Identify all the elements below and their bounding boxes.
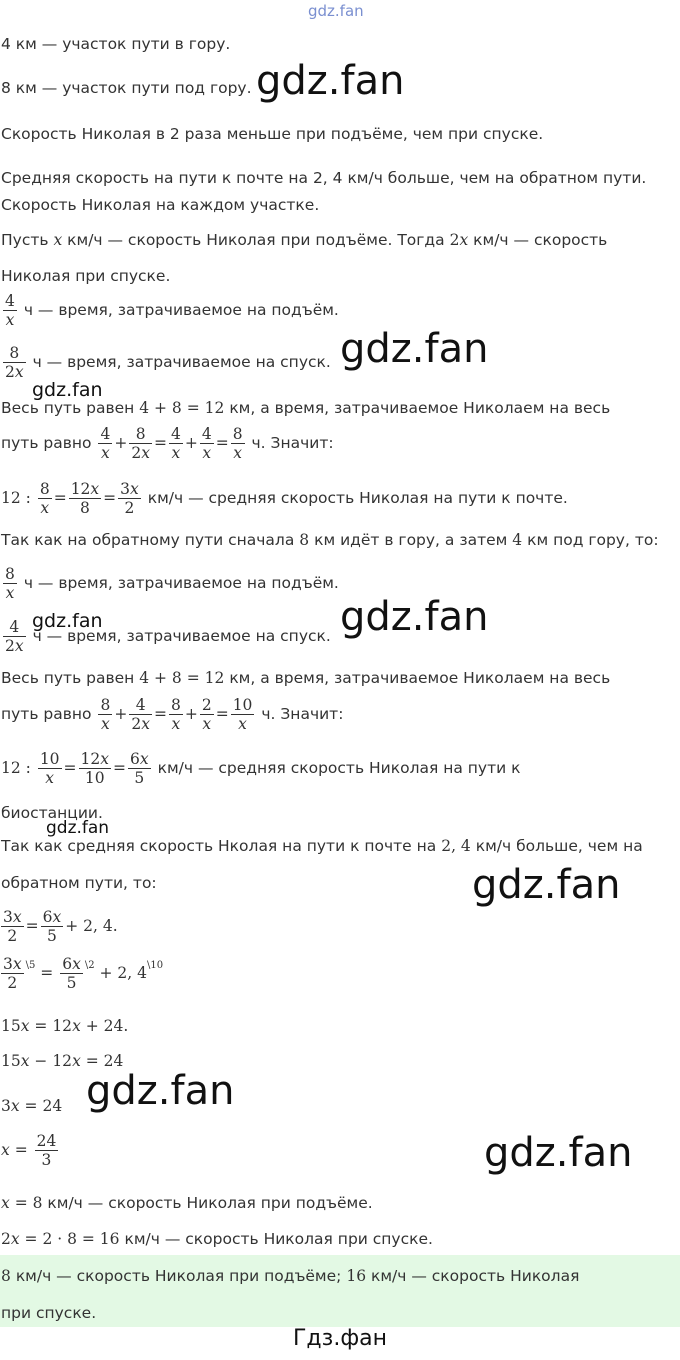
equation-1: $\frac{3x}{2}$ = $\frac{6x}{5}$ + 2, 4.: [3, 908, 118, 945]
watermark: gdz.fan: [32, 610, 103, 632]
equation-5: 3x = 24: [1, 1097, 63, 1115]
line-avg-speed-2: 12 : $\frac{10}{x}$ = $\frac{12x}{10}$ = $\frac{6x}{5}$ км/ч — средняя скорость Николая на пути к: [1, 750, 521, 787]
watermark: gdz.fan: [32, 379, 103, 401]
equation-3: 15x = 12x + 24.: [1, 1017, 129, 1035]
answer-line-2: при спуске.: [1, 1304, 97, 1322]
line-total-path-1: Весь путь равен 4 + 8 = 12 км, а время, затрачиваемое Николаем на весь: [1, 399, 611, 417]
line-time-sum-1: путь равно $\frac{4}{x}$ + $\frac{8}{2x}$ = $\frac{4}{x}$ + $\frac{4}{x}$ = $\frac{8}{x}$ ч. Значит:: [1, 425, 334, 462]
answer-line-1: 8 км/ч — скорость Николая при подъёме; 16 км/ч — скорость Николая: [1, 1267, 580, 1285]
line-time-down-1: $\frac{8}{2x}$ ч — время, затрачиваемое на спуск.: [5, 344, 331, 381]
line-result-up: x = 8 км/ч — скорость Николая при подъёме.: [1, 1194, 373, 1212]
line-time-up-2: $\frac{8}{x}$ ч — время, затрачиваемое на подъём.: [5, 565, 339, 602]
line-condition: Так как средняя скорость Нколая на пути к почте на 2, 4 км/ч больше, чем на: [1, 837, 643, 855]
line-result-down: 2x = 2 · 8 = 16 км/ч — скорость Николая при спуске.: [1, 1230, 433, 1248]
line-uphill-segment: 4 км — участок пути в гору.: [1, 35, 231, 53]
watermark: gdz.fan: [46, 818, 110, 838]
line-speed-ratio: Скорость Николая в 2 раза меньше при подъёме, чем при спуске.: [1, 125, 544, 143]
watermark: gdz.fan: [472, 862, 621, 908]
watermark: gdz.fan: [256, 58, 405, 104]
line-time-down-2: $\frac{4}{2x}$ ч — время, затрачиваемое на спуск.: [5, 618, 331, 655]
line-avg-speed-diff: Средняя скорость на пути к почте на 2, 4 км/ч больше, чем на обратном пути.: [1, 169, 647, 187]
equation-6: x = $\frac{24}{3}$: [1, 1132, 57, 1169]
line-downhill-segment: 8 км — участок пути под гору.: [1, 79, 252, 97]
top-watermark: gdz.fan: [308, 2, 364, 20]
footer-title: Гдз.фан: [293, 1326, 387, 1351]
line-return-then: обратном пути, то:: [1, 874, 157, 892]
line-time-sum-2: путь равно $\frac{8}{x}$ + $\frac{4}{2x}$ = $\frac{8}{x}$ + $\frac{2}{x}$ = $\frac{10}{x}$ ч. Значит:: [1, 696, 344, 733]
watermark: gdz.fan: [340, 326, 489, 372]
watermark: gdz.fan: [484, 1130, 633, 1176]
line-total-path-2: Весь путь равен 4 + 8 = 12 км, а время, затрачиваемое Николаем на весь: [1, 669, 611, 687]
line-let-x: Пусть x км/ч — скорость Николая при подъёме. Тогда 2x км/ч — скорость: [1, 231, 608, 249]
line-time-up-1: $\frac{4}{x}$ ч — время, затрачиваемое на подъём.: [5, 292, 339, 329]
watermark: gdz.fan: [86, 1068, 235, 1114]
line-return-path: Так как на обратному пути сначала 8 км идёт в гору, а затем 4 км под гору, то:: [1, 531, 659, 549]
equation-2: $\frac{3x}{2}$ $^{\backslash 5}$ = $\frac{6x}{5}$ $^{\backslash 2}$ + 2, $4^{\backslash 10}$: [3, 955, 164, 992]
watermark: gdz.fan: [340, 594, 489, 640]
line-descent: Николая при спуске.: [1, 267, 171, 285]
line-biostation: биостанции.: [1, 804, 103, 822]
equation-4: 15x − 12x = 24: [1, 1052, 124, 1070]
line-speed-question: Скорость Николая на каждом участке.: [1, 196, 320, 214]
line-avg-speed-1: 12 : $\frac{8}{x}$ = $\frac{12x}{8}$ = $\frac{3x}{2}$ км/ч — средняя скорость Николая на пути к почте.: [1, 480, 568, 517]
